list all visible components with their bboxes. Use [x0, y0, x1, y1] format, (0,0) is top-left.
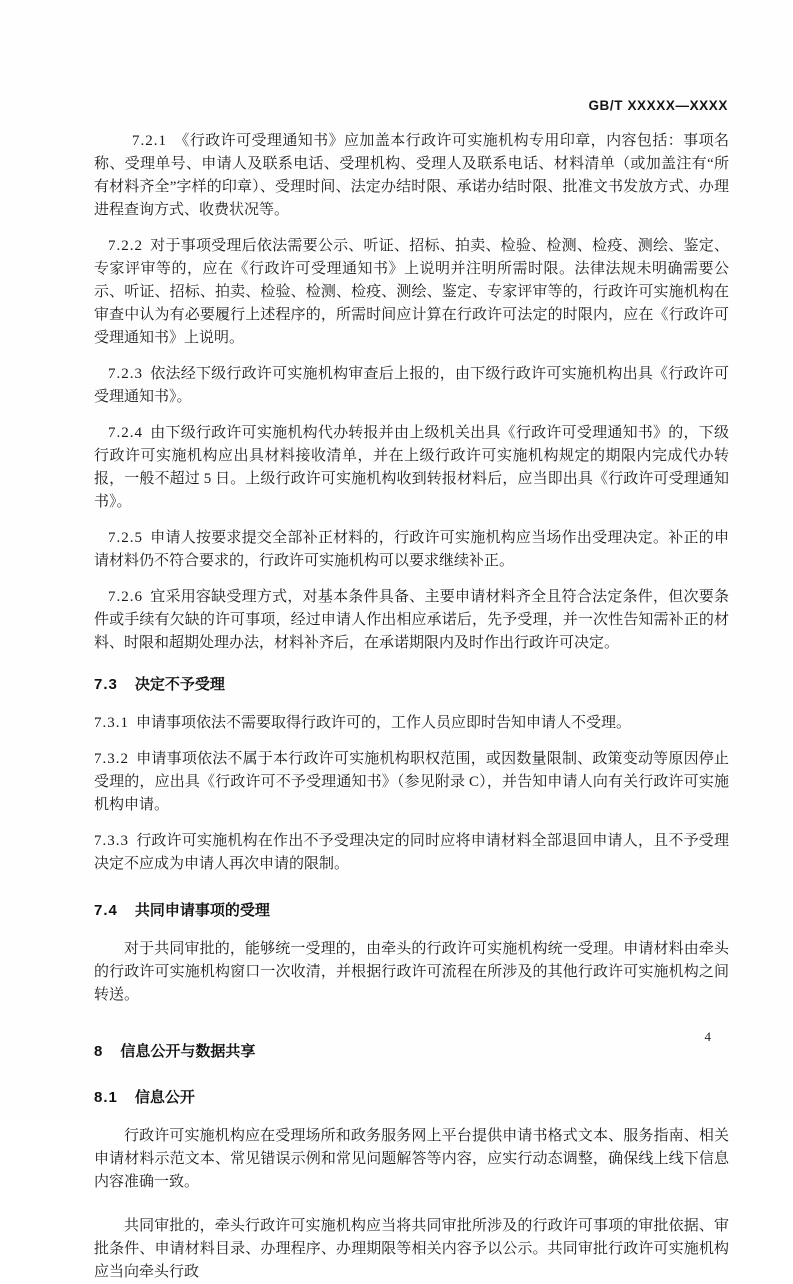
heading-8: [94, 1040, 729, 1063]
clause-number: 7.2.3: [108, 366, 143, 382]
clause-number: 7.2.2: [108, 238, 143, 254]
heading-title: 决定不予受理: [134, 676, 225, 693]
clause-text: 《行政许可受理通知书》应加盖本行政许可实施机构专用印章，内容包括：事项名称、受理单号、申请人及联系电话、受理机构、受理人及联系电话、材料清单（或加盖注有“所有材料齐全”字样的印章）、受理时间、法定办结时限、承诺办结时限、批准文书发放方式、办理进程查询方式、收费状况等。: [94, 133, 729, 218]
clause-number: 7.2.1: [132, 133, 167, 149]
clause-7-2-6: [94, 586, 729, 655]
clause-number: 7.3.2: [94, 751, 129, 767]
para-8-1-b: [94, 1215, 729, 1284]
clause-number: 7.2.6: [108, 589, 143, 605]
clause-text: 申请事项依法不属于本行政许可实施机构职权范围，或因数量限制、政策变动等原因停止受理的，应出具《行政许可不予受理通知书》（参见附录 C），并告知申请人向有关行政许可实施机构申请。: [94, 751, 729, 813]
clause-7-2-4: [94, 422, 729, 514]
heading-7-3: [94, 673, 729, 696]
clause-text: 行政许可实施机构在作出不予受理决定的同时应将申请材料全部退回申请人，且不予受理决定不应成为申请人再次申请的限制。: [94, 833, 729, 872]
clause-7-2-2: [94, 235, 729, 350]
clause-text: 宜采用容缺受理方式，对基本条件具备、主要申请材料齐全且符合法定条件，但次要条件或手续有欠缺的许可事项，经过申请人作出相应承诺后，先予受理，并一次性告知需补正的材料、时限和超期处理办法，材料补齐后，在承诺期限内及时作出行政许可决定。: [94, 589, 729, 651]
paragraph-text: 共同审批的，牵头行政许可实施机构应当将共同审批所涉及的行政许可事项的审批依据、审批条件、申请材料目录、办理程序、办理期限等相关内容予以公示。共同审批行政许可实施机构应当向牵头行政: [94, 1218, 729, 1280]
clause-number: 7.2.4: [108, 425, 143, 441]
heading-8-1: [94, 1086, 729, 1109]
clause-7-2-5: [94, 527, 729, 573]
heading-number: 7.4: [94, 902, 118, 919]
clause-7-3-3: [94, 830, 729, 876]
para-8-1-a: [94, 1125, 729, 1194]
paragraph-text: 对于共同审批的，能够统一受理的，由牵头的行政许可实施机构统一受理。申请材料由牵头的行政许可实施机构窗口一次收清，并根据行政许可流程在所涉及的其他行政许可实施机构之间转送。: [94, 941, 729, 1003]
heading-title: 信息公开: [134, 1089, 195, 1106]
standard-code-header: GB/T XXXXX—XXXX: [588, 98, 728, 113]
heading-number: 8: [94, 1043, 104, 1060]
paragraph-text: 行政许可实施机构应在受理场所和政务服务网上平台提供申请书格式文本、服务指南、相关申请材料示范文本、常见错误示例和常见问题解答等内容，应实行动态调整，确保线上线下信息内容准确一致。: [94, 1128, 729, 1190]
heading-number: 7.3: [94, 676, 118, 693]
heading-title: 共同申请事项的受理: [134, 902, 270, 919]
clause-7-3-2: [94, 748, 729, 817]
clause-text: 依法经下级行政许可实施机构审查后上报的，由下级行政许可实施机构出具《行政许可受理通知书》。: [94, 366, 729, 405]
clause-text: 申请人按要求提交全部补正材料的，行政许可实施机构应当场作出受理决定。补正的申请材料仍不符合要求的，行政许可实施机构可以要求继续补正。: [94, 530, 729, 569]
page-number: 4: [704, 1029, 711, 1044]
clause-number: 7.2.5: [108, 530, 143, 546]
para-7-4: [94, 938, 729, 1007]
clause-7-2-1: [94, 130, 729, 222]
heading-title: 信息公开与数据共享: [120, 1043, 256, 1060]
clause-7-3-1: [94, 712, 729, 735]
clause-number: 7.3.1: [94, 715, 129, 731]
clause-number: 7.3.3: [94, 833, 129, 849]
clause-text: 由下级行政许可实施机构代办转报并由上级机关出具《行政许可受理通知书》的，下级行政许可实施机构应出具材料接收清单，并在上级行政许可实施机构规定的期限内完成代办转报，一般不超过 5 日。上级行政许可实施机构收到转报材料后，应当即出具《行政许可受理通知书》。: [94, 425, 729, 510]
heading-number: 8.1: [94, 1089, 118, 1106]
clause-7-2-3: [94, 363, 729, 409]
clause-text: 申请事项依法不需要取得行政许可的，工作人员应即时告知申请人不受理。: [136, 715, 632, 731]
heading-7-4: [94, 899, 729, 922]
clause-text: 对于事项受理后依法需要公示、听证、招标、拍卖、检验、检测、检疫、测绘、鉴定、专家评审等的，应在《行政许可受理通知书》上说明并注明所需时限。法律法规未明确需要公示、听证、招标、拍卖、检验、检测、检疫、测绘、鉴定、专家评审等的，行政许可实施机构在审查中认为有必要履行上述程序的，所需时间应计算在行政许可法定的时限内，应在《行政许可受理通知书》上说明。: [94, 238, 729, 346]
